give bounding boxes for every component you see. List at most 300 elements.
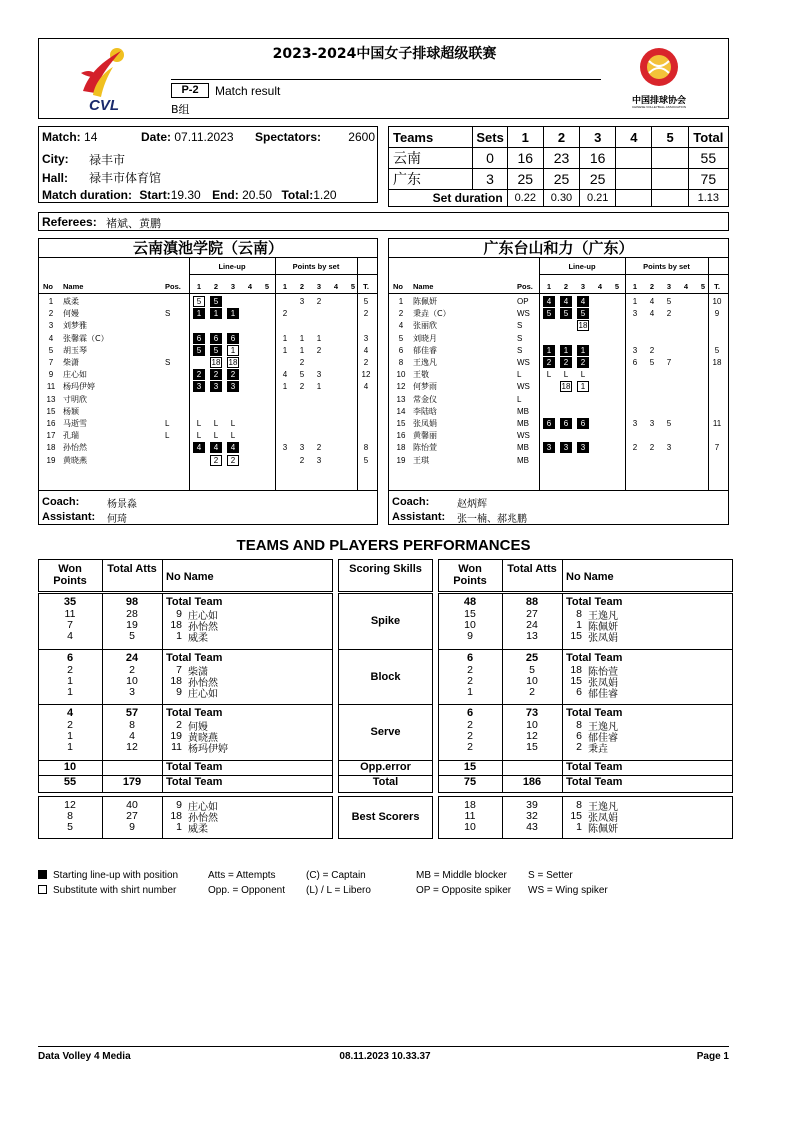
set-points: 2	[649, 345, 655, 355]
player-number: 18	[170, 674, 182, 687]
set-score: 25	[507, 169, 543, 190]
lineup-mark: L	[230, 431, 236, 441]
player-name: 柴潇	[63, 358, 79, 367]
player-number: 18	[170, 810, 182, 822]
player-number: 18	[46, 443, 56, 453]
lineup-mark: 6	[577, 418, 589, 429]
player-number: 1	[398, 297, 404, 306]
player-number: 14	[396, 406, 406, 416]
legend-libero: (L) / L = Libero	[306, 885, 371, 896]
legend-substitute	[38, 885, 176, 896]
best-points: 10	[464, 821, 476, 833]
no-header: No	[43, 282, 53, 291]
player-name: 张馨霖（C）	[63, 333, 109, 343]
player-total: 12	[361, 370, 371, 380]
set-points: 2	[632, 443, 638, 453]
player-name: 寸明欣	[63, 394, 87, 404]
cvl-logo-text: CVL	[89, 97, 119, 114]
player-won-points: 1	[67, 730, 73, 742]
grid-hline	[38, 649, 333, 650]
player-number: 6	[576, 685, 582, 698]
player-position: S	[517, 345, 523, 355]
lineup-mark: 4	[210, 442, 222, 453]
lineup-mark: 1	[577, 345, 589, 356]
player-atts: 13	[526, 630, 538, 642]
header-box	[38, 38, 729, 119]
team-total-atts: 25	[525, 651, 539, 664]
player-name: 威柔	[63, 297, 79, 306]
lineup-mark: 3	[193, 381, 205, 392]
player-name: 王逸凡	[413, 358, 437, 367]
city-value: 禄丰市	[89, 153, 126, 167]
set-points: 3	[632, 345, 638, 355]
cva-logo-sub: CHINESE VOLLEYBALL ASSOCIATION	[631, 105, 687, 109]
player-total: 3	[363, 333, 369, 343]
player-atts: 5	[529, 663, 535, 676]
best-atts: 43	[526, 821, 538, 833]
team-name-home: 云南滇池学院（云南）	[39, 239, 377, 258]
player-number: 11	[171, 741, 182, 753]
player-position: L	[517, 394, 522, 404]
player-name: 秉垚（C）	[413, 309, 451, 319]
best-atts: 27	[126, 810, 138, 822]
won-points-header: Won Points	[453, 563, 487, 587]
title-underline	[171, 79, 601, 80]
player-number: 9	[176, 685, 182, 698]
lineup-mark: L	[546, 370, 552, 380]
no-name-header: No Name	[566, 571, 614, 583]
lineup-mark: 6	[193, 333, 205, 344]
player-name: 王敬	[413, 370, 429, 380]
footer-right: Page 1	[696, 1051, 729, 1062]
lineup-mark: L	[196, 419, 202, 428]
lineup-mark: 1	[543, 345, 555, 356]
set-duration-label: Set duration	[389, 190, 508, 207]
player-number: 1	[176, 821, 182, 833]
player-number: 15	[570, 810, 582, 822]
player-name: 威柔	[188, 633, 208, 644]
total-atts-header: Total Atts	[507, 563, 557, 575]
player-name: 柴潇	[188, 666, 208, 678]
player-number: 9	[176, 608, 182, 620]
name-header: Name	[63, 282, 84, 291]
lineup-mark: 5	[543, 308, 555, 319]
spectators-value: 2600	[348, 130, 375, 144]
set-points: 1	[299, 345, 305, 355]
legend-ws: WS = Wing spiker	[528, 885, 608, 896]
roster-divider	[389, 490, 728, 491]
set-points: 5	[666, 297, 672, 306]
opp-error-team-label: Total Team	[166, 760, 223, 773]
end-label: End:	[212, 188, 239, 202]
legend-substitute-text: Substitute with shirt number	[53, 885, 177, 896]
lineup-mark: 3	[543, 442, 555, 453]
start-label: Start:	[139, 188, 171, 202]
player-position: WS	[517, 382, 530, 392]
assistant-label: Assistant:	[392, 511, 446, 523]
player-won-points: 1	[467, 685, 473, 698]
lineup-mark: 3	[210, 381, 222, 392]
player-position: MB	[517, 443, 529, 453]
legend-atts: Atts = Attempts	[208, 870, 276, 881]
team-label: Total Team	[566, 596, 623, 608]
score-row-home	[389, 148, 729, 169]
skill-name: Spike	[370, 615, 401, 627]
assistant-name: 何琦	[107, 514, 127, 525]
hall-value: 禄丰市体育馆	[89, 171, 162, 185]
col-set1: 1	[507, 127, 543, 148]
player-atts: 3	[129, 685, 135, 698]
set-points: 3	[316, 455, 322, 465]
player-won-points: 2	[467, 719, 473, 731]
set-points: 4	[282, 370, 288, 380]
opp-error-team-label: Total Team	[566, 760, 623, 773]
lineup-mark: 2	[193, 369, 205, 380]
lineup-set-header: 2	[213, 282, 219, 291]
player-atts: 10	[526, 719, 538, 731]
set-duration-row	[389, 190, 729, 207]
player-total: 5	[363, 297, 369, 306]
player-name: 陈佩妍	[588, 824, 618, 835]
lineup-set-header: 4	[247, 282, 253, 291]
lineup-mark: 5	[560, 308, 572, 319]
player-name: 秉垚	[588, 744, 608, 755]
coach-label: Coach:	[392, 496, 430, 508]
page-title: 2023-2024中国女子排球超级联赛	[272, 46, 497, 62]
player-number: 2	[176, 719, 182, 731]
lineup-mark: 5	[577, 308, 589, 319]
player-name: 张凤娟	[413, 419, 437, 428]
grid-hline	[539, 274, 728, 275]
player-name: 孙怡然	[188, 677, 218, 689]
set-points: 1	[282, 382, 288, 392]
player-number: 6	[576, 730, 582, 742]
lineup-mark: 6	[210, 333, 222, 344]
player-number: 15	[46, 406, 56, 416]
player-name: 常金仪	[413, 394, 437, 404]
player-name: 黄馨丽	[413, 431, 437, 441]
lineup-mark: 18	[578, 321, 588, 331]
lineup-mark: L	[213, 419, 219, 428]
player-won-points: 4	[67, 630, 73, 642]
set-score: 23	[543, 148, 579, 169]
player-name: 何梦雨	[413, 382, 437, 392]
legend-s: S = Setter	[528, 870, 573, 881]
opp-error-won: 10	[63, 760, 77, 773]
player-name: 刘梦雅	[63, 321, 87, 331]
team-total-atts: 57	[125, 707, 139, 719]
lineup-mark: 2	[560, 357, 572, 368]
player-number: 8	[576, 799, 582, 811]
player-name: 孔瑞	[63, 431, 79, 441]
grid-hline	[189, 274, 377, 275]
player-name: 庄心如	[188, 802, 218, 813]
match-label: Match:	[42, 130, 81, 144]
best-atts: 39	[526, 799, 538, 811]
lineup-mark: 18	[211, 358, 221, 367]
player-number: 15	[570, 674, 582, 687]
total-atts: 179	[122, 775, 142, 788]
player-number: 3	[48, 321, 54, 331]
lineup-mark: 2	[577, 357, 589, 368]
date-value: 07.11.2023	[174, 130, 234, 144]
points-set-header: 5	[700, 282, 706, 291]
cva-logo-text: 中国排球协会	[631, 96, 686, 106]
player-number: 10	[396, 370, 406, 380]
total-won: 75	[463, 775, 477, 788]
grid-hline	[438, 704, 733, 705]
set-points: 1	[282, 345, 288, 355]
best-atts: 40	[126, 799, 138, 811]
player-number: 13	[46, 394, 56, 404]
total-atts-header: Total Atts	[107, 563, 157, 575]
best-atts: 32	[526, 810, 538, 822]
referees-box	[38, 212, 729, 231]
player-position: WS	[517, 431, 530, 441]
player-won-points: 1	[67, 741, 73, 753]
player-name: 黄晓燕	[188, 733, 218, 744]
player-name: 陈佩妍	[413, 297, 437, 306]
player-name: 陈怡萱	[413, 443, 437, 453]
roster-home	[38, 238, 378, 525]
player-atts: 4	[129, 730, 135, 742]
legend-op: OP = Opposite spiker	[416, 885, 512, 896]
lineup-mark: L	[196, 431, 202, 441]
team-total-atts: 24	[125, 651, 139, 664]
player-number: 19	[170, 730, 182, 742]
team-label: Total Team	[166, 651, 223, 664]
total-header: T.	[363, 282, 369, 291]
player-name: 王逸凡	[588, 611, 618, 622]
best-scorers-label: Best Scorers	[351, 811, 420, 823]
player-name: 庄心如	[188, 688, 218, 700]
coach-label: Coach:	[42, 496, 80, 508]
lineup-set-header: 1	[196, 282, 202, 291]
team-label: Total Team	[566, 651, 623, 664]
best-atts: 9	[129, 821, 135, 833]
total-team-label: Total Team	[566, 775, 623, 788]
lineup-mark: 18	[561, 382, 571, 392]
points-header: Points by set	[292, 262, 340, 271]
set-points: 4	[649, 297, 655, 306]
best-points: 8	[67, 810, 73, 822]
roster-away	[388, 238, 729, 525]
legend-starting	[38, 870, 178, 881]
player-number: 5	[48, 345, 54, 355]
lineup-mark: 5	[193, 345, 205, 356]
player-number: 8	[576, 608, 582, 620]
points-set-header: 2	[649, 282, 655, 291]
report-name: Match result	[215, 84, 281, 98]
player-number: 9	[176, 799, 182, 811]
player-atts: 10	[526, 674, 538, 687]
col-set3: 3	[580, 127, 616, 148]
player-name: 杨颖	[63, 406, 79, 416]
set-points: 1	[316, 382, 322, 392]
player-name: 庄心如	[63, 370, 87, 380]
player-won-points: 2	[467, 674, 473, 687]
team-won-points: 6	[66, 651, 74, 664]
player-number: 15	[396, 419, 406, 428]
col-set4: 4	[616, 127, 652, 148]
grid-hline	[389, 293, 728, 294]
player-position: S	[165, 358, 171, 367]
spectators-label: Spectators:	[255, 130, 322, 144]
player-position: MB	[517, 419, 529, 428]
grid-hline	[338, 649, 433, 650]
player-number: 11	[46, 382, 56, 392]
set-duration	[652, 190, 688, 207]
player-name: 陈佩妍	[588, 622, 618, 633]
player-won-points: 2	[67, 663, 73, 676]
referees-names: 褚斌、黄鹏	[106, 217, 161, 230]
score-table	[388, 126, 729, 207]
player-won-points: 2	[467, 741, 473, 753]
player-number: 7	[48, 358, 54, 367]
set-duration: 0.22	[507, 190, 543, 207]
pos-header: Pos.	[517, 282, 533, 291]
legend-starting-text: Starting line-up with position	[53, 870, 179, 881]
lineup-mark: 3	[227, 381, 239, 392]
col-set2: 2	[543, 127, 579, 148]
player-won-points: 15	[464, 608, 476, 620]
best-points: 12	[64, 799, 76, 811]
player-position: L	[165, 419, 170, 428]
player-number: 2	[576, 741, 582, 753]
match-no-line	[42, 130, 97, 144]
team-won-points: 6	[466, 707, 474, 719]
performance-title: TEAMS AND PLAYERS PERFORMANCES	[236, 537, 531, 554]
team-won-points: 48	[463, 596, 477, 608]
lineup-mark: 2	[543, 357, 555, 368]
player-won-points: 2	[467, 663, 473, 676]
player-total: 5	[363, 455, 369, 465]
lineup-mark: 1	[193, 308, 205, 319]
player-name: 刘晓月	[413, 333, 437, 343]
group-label: B组	[171, 103, 190, 116]
player-name: 何嫚	[63, 309, 79, 319]
score-row-away	[389, 169, 729, 190]
date-line	[141, 130, 234, 144]
col-total: Total	[688, 127, 728, 148]
player-atts: 28	[126, 608, 138, 620]
set-points: 2	[299, 455, 305, 465]
set-points: 3	[299, 297, 305, 306]
set-points: 1	[632, 297, 638, 306]
lineup-mark: 2	[227, 369, 239, 380]
player-name: 张凤娟	[588, 633, 618, 644]
lineup-mark: 4	[577, 296, 589, 307]
player-won-points: 9	[467, 630, 473, 642]
team-name-away: 广东台山和力（广东）	[389, 239, 728, 258]
lineup-mark: 5	[210, 296, 222, 307]
empty-square-icon	[38, 885, 47, 894]
player-name: 郁佳睿	[588, 733, 618, 744]
player-total: 11	[712, 419, 722, 428]
team-label: Total Team	[566, 707, 623, 719]
col-set5: 5	[652, 127, 688, 148]
grid-vline	[102, 559, 103, 592]
player-name: 庄心如	[188, 611, 218, 622]
lineup-mark: 6	[560, 418, 572, 429]
set-points: 3	[282, 443, 288, 453]
player-name: 杨玛伊婷	[63, 382, 95, 392]
points-set-header: 1	[632, 282, 638, 291]
set-points: 1	[316, 333, 322, 343]
player-atts: 24	[526, 619, 538, 631]
lineup-mark: 18	[228, 358, 238, 367]
player-name: 威柔	[188, 824, 208, 835]
lineup-mark: 1	[227, 308, 239, 319]
points-set-header: 4	[333, 282, 339, 291]
player-position: WS	[517, 358, 530, 367]
total-header: T.	[714, 282, 720, 291]
lineup-set-header: 1	[546, 282, 552, 291]
best-points: 5	[67, 821, 73, 833]
score-header-row	[389, 127, 729, 148]
player-total: 2	[363, 309, 369, 319]
player-number: 9	[48, 370, 54, 380]
set-points: 5	[666, 419, 672, 428]
player-number: 1	[576, 821, 582, 833]
player-number: 15	[570, 630, 582, 642]
end-value: 20.50	[242, 188, 273, 202]
set-points: 1	[299, 333, 305, 343]
lineup-header: Line-up	[218, 262, 246, 271]
points-set-header: 2	[299, 282, 305, 291]
assistant-label: Assistant:	[42, 511, 96, 523]
lineup-mark: 5	[193, 296, 205, 307]
player-number: 7	[176, 663, 182, 676]
player-name: 王逸凡	[588, 802, 618, 813]
sets-won: 0	[473, 148, 507, 169]
lineup-set-header: 4	[597, 282, 603, 291]
skill-name: Serve	[370, 726, 401, 738]
player-number: 4	[48, 333, 54, 343]
match-info-box	[38, 126, 378, 203]
lineup-set-header: 5	[264, 282, 270, 291]
set-points: 3	[632, 309, 638, 319]
lineup-mark: L	[230, 419, 236, 428]
hall-label: Hall:	[42, 171, 69, 185]
lineup-mark: 1	[210, 308, 222, 319]
player-number: 8	[576, 719, 582, 731]
player-name: 张凤娟	[588, 677, 618, 689]
lineup-mark: 3	[560, 442, 572, 453]
player-atts: 19	[126, 619, 138, 631]
set-duration: 0.30	[543, 190, 579, 207]
player-number: 17	[46, 431, 56, 441]
player-number: 1	[576, 619, 582, 631]
set-score: 25	[580, 169, 616, 190]
set-score: 16	[507, 148, 543, 169]
player-won-points: 7	[67, 619, 73, 631]
total-label: Total	[372, 775, 399, 788]
team-label: Total Team	[166, 707, 223, 719]
grid-vline	[502, 559, 503, 592]
player-atts: 27	[526, 608, 538, 620]
set-points: 3	[666, 443, 672, 453]
player-won-points: 2	[67, 719, 73, 731]
team-total-atts: 98	[125, 596, 139, 608]
player-number: 12	[396, 382, 406, 392]
team-won-points: 6	[466, 651, 474, 664]
points-set-header: 1	[282, 282, 288, 291]
player-number: 16	[396, 431, 406, 441]
duration-line	[42, 188, 337, 202]
cva-logo	[627, 45, 691, 117]
player-atts: 8	[129, 719, 135, 731]
